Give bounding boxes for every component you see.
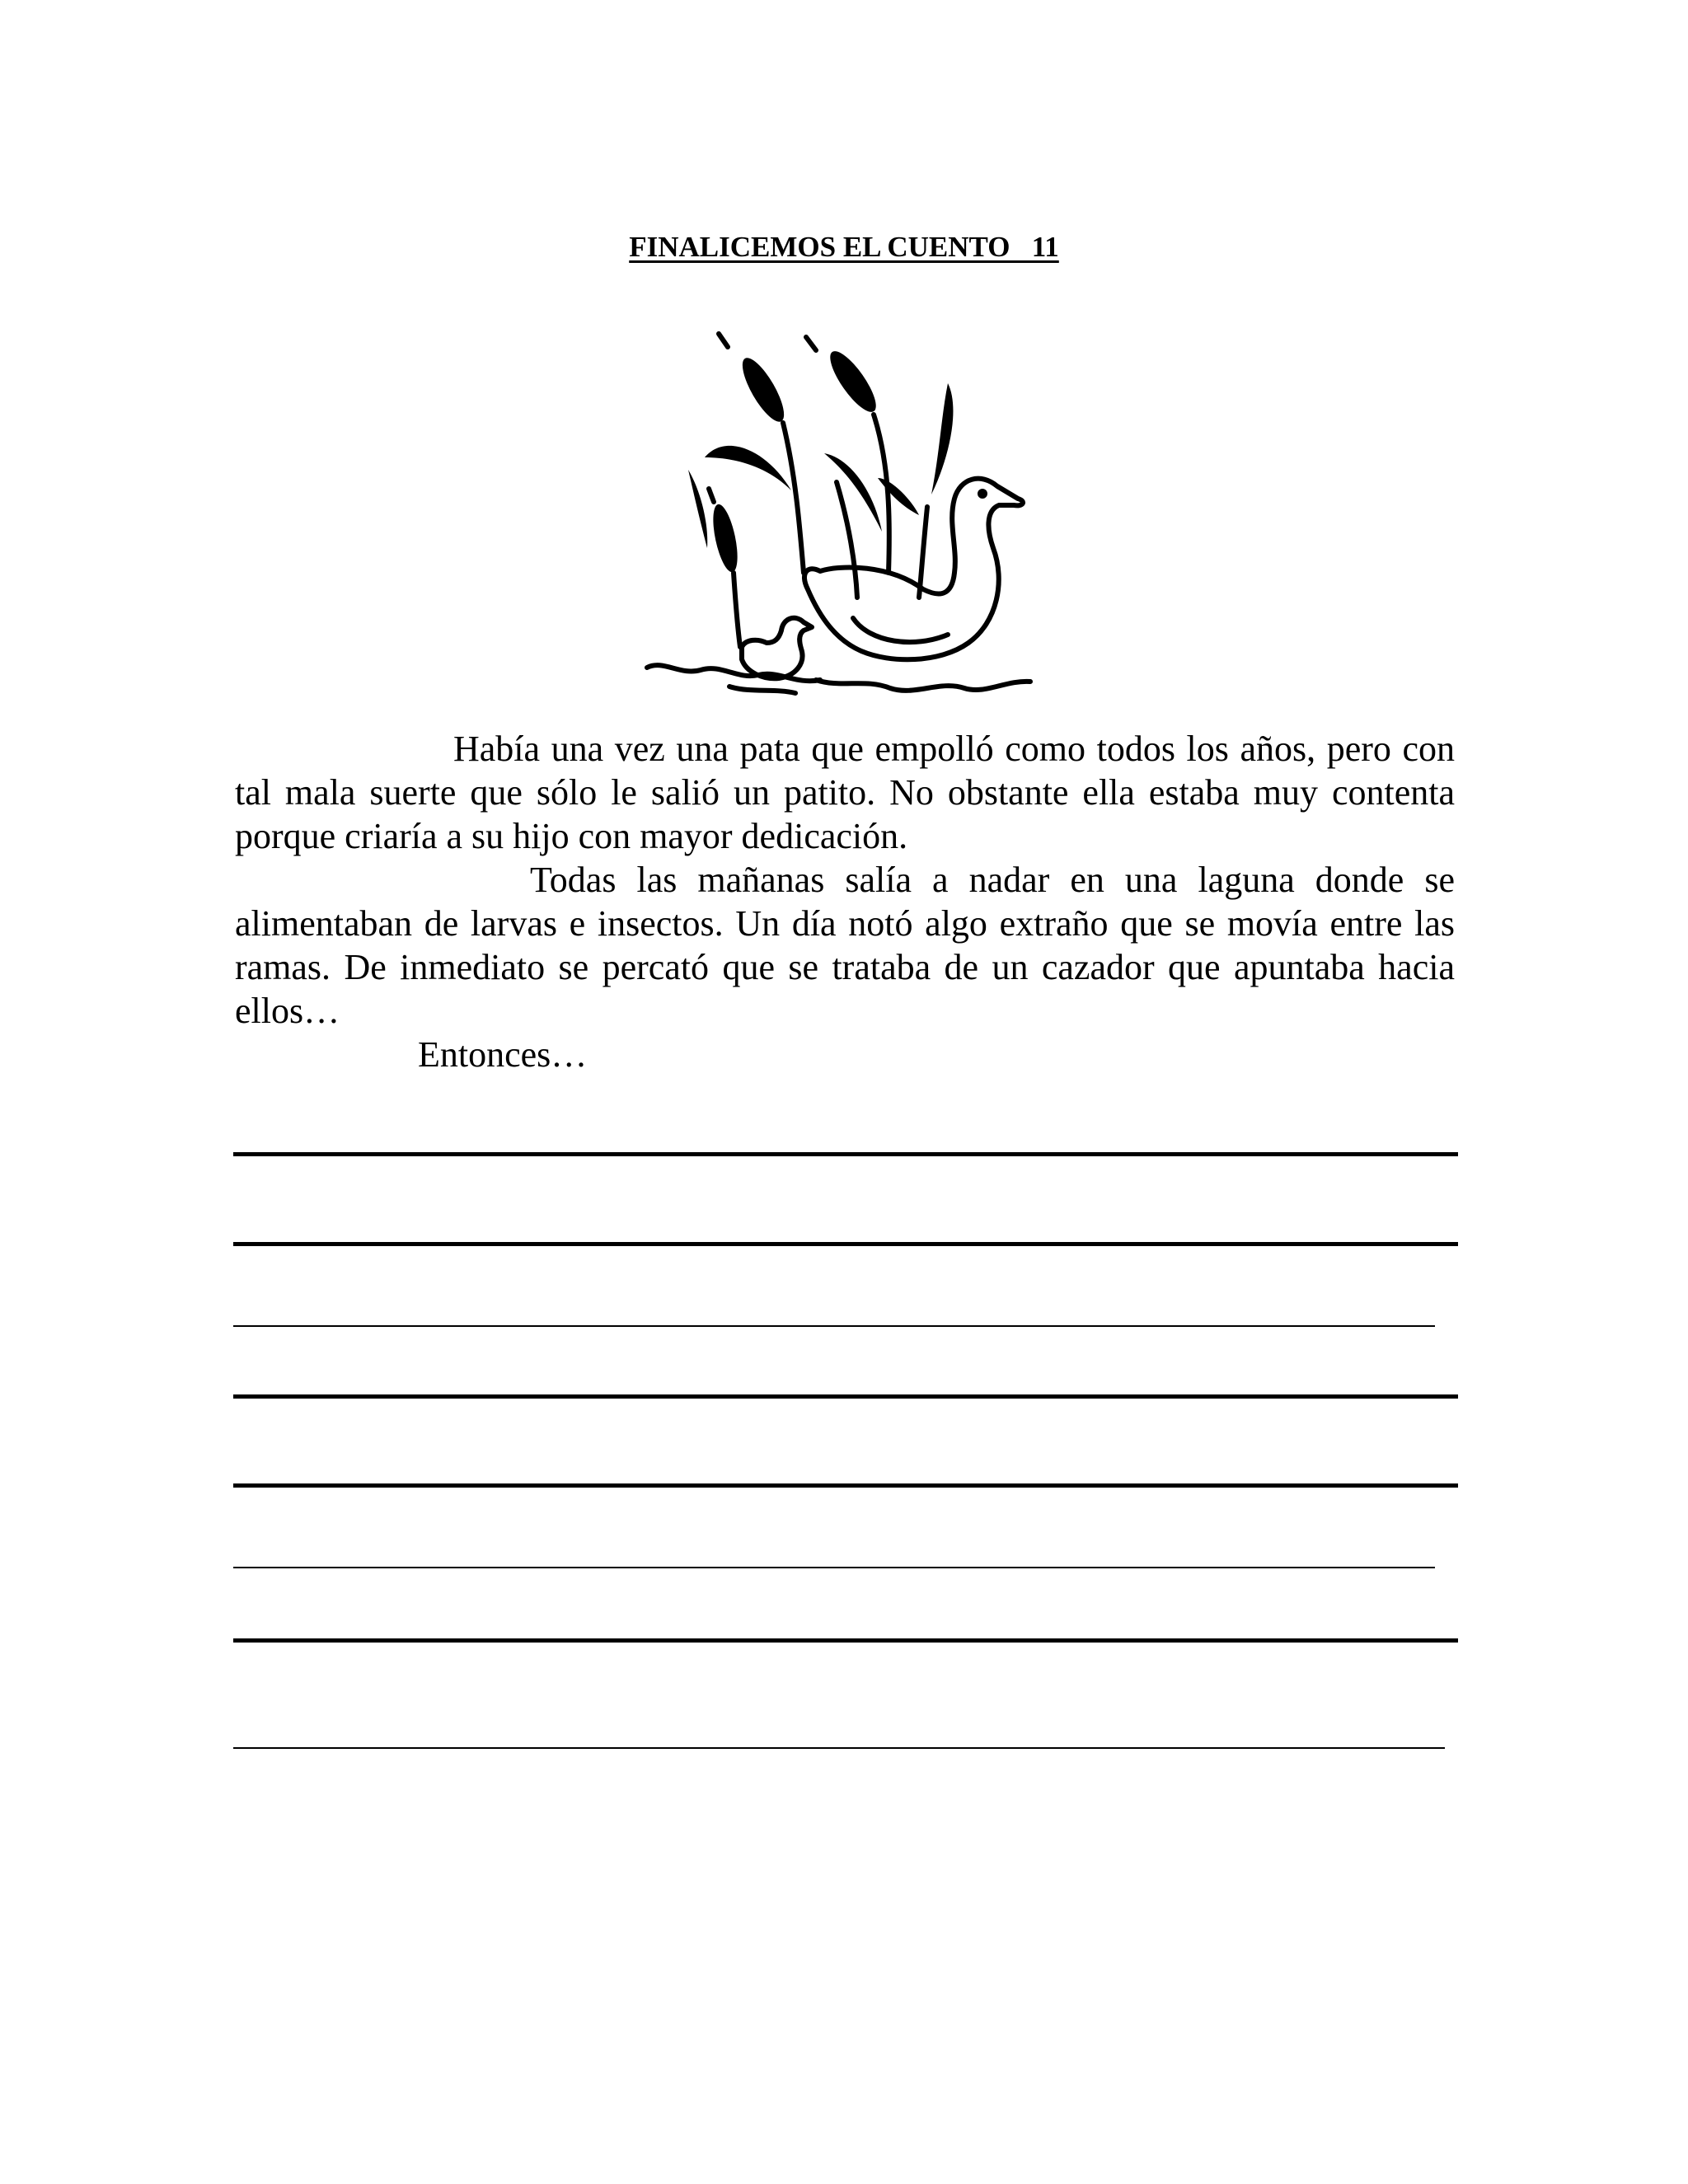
reed-leaf — [824, 453, 882, 532]
cattail-head — [709, 502, 743, 574]
worksheet-title: FINALICEMOS EL CUENTO 11 — [629, 231, 1059, 263]
answer-line[interactable] — [233, 1567, 1435, 1568]
story-paragraph: Entonces… — [418, 1034, 588, 1075]
reed-leaf — [688, 470, 707, 548]
duck-outline — [804, 479, 1023, 660]
reed-leaf — [878, 478, 919, 515]
story-paragraph: Todas las mañanas salía a nadar en una laguna donde se alimentaban de larvas e insectos. Un día notó algo extraño que se movía entre las ramas. De inmediato se percató que se trataba de un cazador que apuntaba hacia ellos… — [235, 860, 1455, 1031]
reed-leaf — [931, 383, 953, 494]
answer-line[interactable] — [233, 1242, 1458, 1246]
answer-line[interactable] — [233, 1483, 1458, 1488]
cattail-head — [735, 353, 791, 427]
answer-line[interactable] — [233, 1747, 1445, 1749]
cattail-head — [823, 345, 883, 418]
duck-illustration — [643, 326, 1039, 696]
water-wave — [729, 687, 795, 693]
answer-line[interactable] — [233, 1394, 1458, 1399]
answer-line[interactable] — [233, 1152, 1458, 1156]
answer-line[interactable] — [233, 1638, 1458, 1643]
duckling-outline — [742, 618, 812, 678]
water-wave — [816, 680, 1030, 691]
answer-line[interactable] — [233, 1325, 1435, 1327]
story-paragraph: Había una vez una pata que empolló como todos los años, pero con tal mala suerte que sólo le salió un patito. No obstante ella estaba muy contenta porque criaría a su hijo con mayor dedicación. — [235, 729, 1455, 856]
reed-leaf — [705, 446, 791, 490]
story-text — [235, 727, 1455, 1076]
